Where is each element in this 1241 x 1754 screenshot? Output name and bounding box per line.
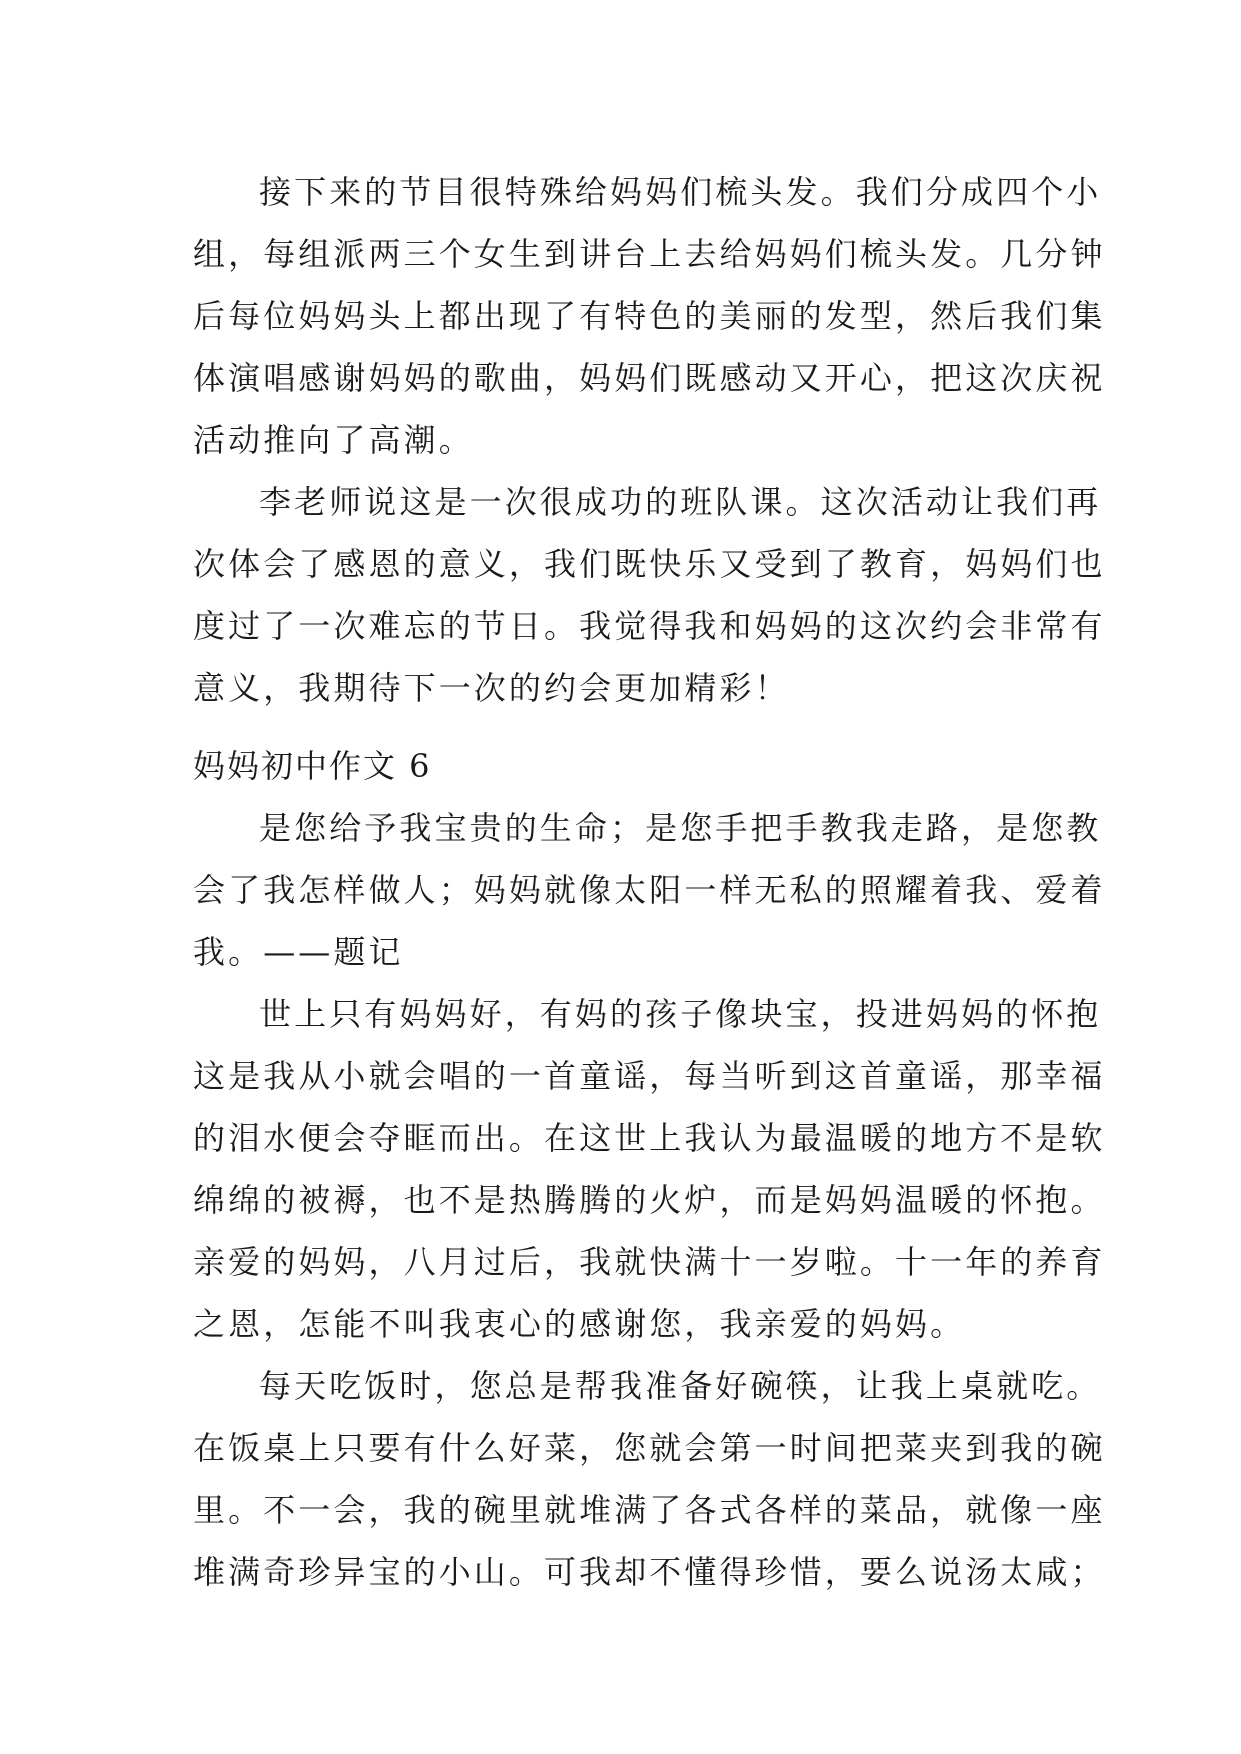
paragraph-line: 活动推向了高潮。 <box>193 421 474 459</box>
paragraph-line: 在饭桌上只要有什么好菜，您就会第一时间把菜夹到我的碗 <box>193 1429 1106 1467</box>
paragraph-line: 这是我从小就会唱的一首童谣，每当听到这首童谣，那幸福 <box>193 1057 1106 1095</box>
paragraph-line: 里。不一会，我的碗里就堆满了各式各样的菜品，就像一座 <box>193 1491 1106 1529</box>
paragraph-line: 之恩，怎能不叫我衷心的感谢您，我亲爱的妈妈。 <box>193 1305 966 1343</box>
paragraph-line: 世上只有妈妈好，有妈的孩子像块宝，投进妈妈的怀抱 <box>259 995 1102 1033</box>
essay-body-part-2 <box>193 797 1106 1603</box>
paragraph-line: 接下来的节目很特殊给妈妈们梳头发。我们分成四个小 <box>259 173 1102 211</box>
essay-body-part-1 <box>193 161 1106 719</box>
paragraph-line: 绵绵的被褥，也不是热腾腾的火炉，而是妈妈温暖的怀抱。 <box>193 1181 1106 1219</box>
paragraph-line: 亲爱的妈妈，八月过后，我就快满十一岁啦。十一年的养育 <box>193 1243 1106 1281</box>
paragraph-line: 组，每组派两三个女生到讲台上去给妈妈们梳头发。几分钟 <box>193 235 1106 273</box>
paragraph-line: 是您给予我宝贵的生命；是您手把手教我走路，是您教 <box>259 809 1102 847</box>
paragraph-line: 的泪水便会夺眶而出。在这世上我认为最温暖的地方不是软 <box>193 1119 1106 1157</box>
paragraph-line: 度过了一次难忘的节日。我觉得我和妈妈的这次约会非常有 <box>193 607 1106 645</box>
paragraph-line: 意义，我期待下一次的约会更加精彩！ <box>193 669 790 707</box>
paragraph-line: 堆满奇珍异宝的小山。可我却不懂得珍惜，要么说汤太咸； <box>193 1553 1106 1591</box>
paragraph-line: 每天吃饭时，您总是帮我准备好碗筷，让我上桌就吃。 <box>259 1367 1102 1405</box>
section-title: 妈妈初中作文 6 <box>193 747 432 785</box>
paragraph-line: 会了我怎样做人；妈妈就像太阳一样无私的照耀着我、爱着 <box>193 871 1106 909</box>
paragraph-line: 后每位妈妈头上都出现了有特色的美丽的发型，然后我们集 <box>193 297 1106 335</box>
paragraph-line: 我。——题记 <box>193 933 404 971</box>
paragraph-line: 体演唱感谢妈妈的歌曲，妈妈们既感动又开心，把这次庆祝 <box>193 359 1106 397</box>
paragraph-line: 次体会了感恩的意义，我们既快乐又受到了教育，妈妈们也 <box>193 545 1106 583</box>
paragraph-line: 李老师说这是一次很成功的班队课。这次活动让我们再 <box>259 483 1102 521</box>
